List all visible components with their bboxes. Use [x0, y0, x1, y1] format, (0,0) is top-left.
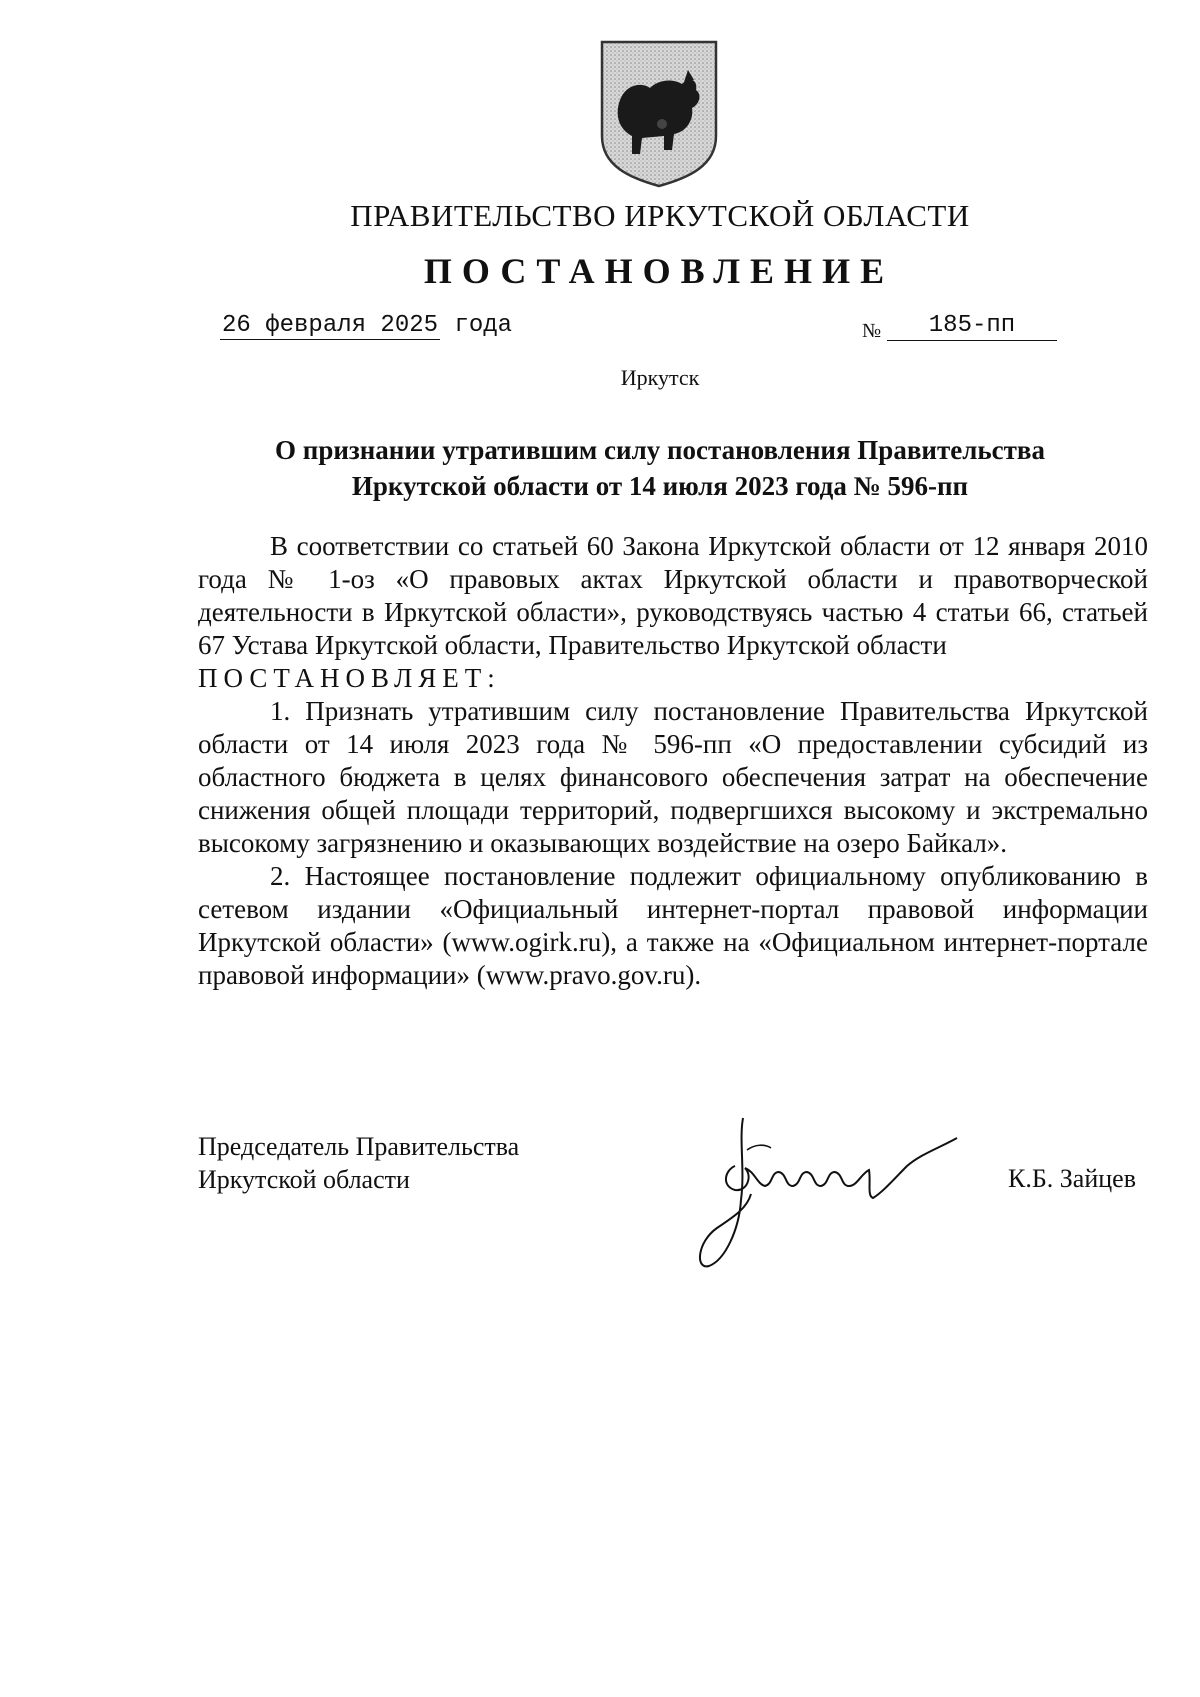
subject-line-1: О признании утратившим силу постановления Правительства: [275, 435, 1045, 465]
number-sign: №: [862, 320, 882, 342]
signer-name: К.Б. Зайцев: [1008, 1164, 1136, 1193]
subject-line-2: Иркутской области от 14 июля 2023 года № 596-пп: [351, 471, 969, 501]
city: Иркутск: [620, 365, 700, 390]
document-type: ПОСТАНОВЛЕНИЕ: [423, 251, 895, 291]
document-number: 185-пп: [887, 312, 1057, 341]
item-2-paragraph: 2. Настоящее постановление подлежит официальному опубликованию в сетевом издании «Официальный интернет-портал правовой информации Иркутской области» (www.ogirk.ru), а также на «Официальном интернет-портале правовой информации» (www.pravo.gov.ru).: [198, 861, 1148, 990]
date-suffix: года: [454, 312, 513, 339]
government-name: ПРАВИТЕЛЬСТВО ИРКУТСКОЙ ОБЛАСТИ: [350, 198, 970, 233]
decree-word: ПОСТАНОВЛЯЕТ:: [198, 663, 501, 693]
handwritten-signature-icon: [695, 1110, 975, 1275]
signer-title: [198, 1130, 519, 1196]
document-date: [220, 312, 512, 340]
signer-title-line-2: Иркутской области: [198, 1165, 410, 1194]
document-body: [198, 530, 1148, 992]
irkutsk-coat-of-arms-icon: [598, 38, 720, 188]
signer-title-line-1: Председатель Правительства: [198, 1132, 520, 1161]
date-value: 26 февраля 2025: [222, 312, 439, 339]
preamble-paragraph: В соответствии со статьей 60 Закона Иркутской области от 12 января 2010 года № 1-оз «О правовых актах Иркутской области и правотворческой деятельности в Иркутской области», руководствуясь частью 4 статьи 66, статьей 67 Устава Иркутской области, Правительство Иркутской области: [198, 531, 1148, 660]
item-1-paragraph: 1. Признать утратившим силу постановление Правительства Иркутской области от 14 июля 2023 года № 596-пп «О предоставлении субсидий из областного бюджета в целях финансового обеспечения затрат на обеспечение снижения общей площади территорий, подвергшихся высокому и экстремально высокому загрязнению и оказывающих воздействие на озеро Байкал».: [198, 696, 1148, 858]
document-subject: [200, 432, 1120, 504]
